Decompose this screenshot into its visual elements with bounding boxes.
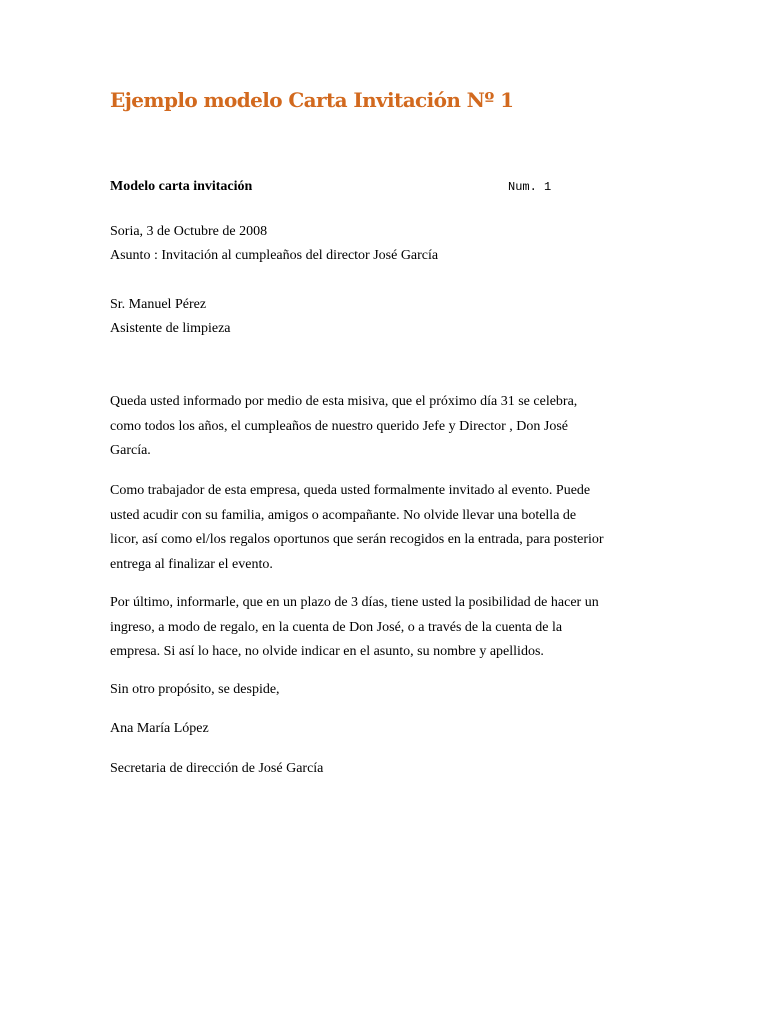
paragraph-line: Queda usted informado por medio de esta misiva, que el próximo día 31 se celebra,: [110, 394, 578, 409]
paragraph-line: licor, así como el/los regalos oportunos que serán recogidos en la entrada, para posterior: [110, 532, 604, 547]
letter-heading: Modelo carta invitación: [110, 179, 253, 194]
body-paragraph-3: [110, 591, 670, 665]
letter-number: Num. 1: [508, 180, 552, 194]
subject-line: Asunto : Invitación al cumpleaños del director José García: [110, 248, 439, 263]
body-paragraph-1: [110, 390, 670, 464]
signer-name: Ana María López: [110, 721, 209, 736]
body-paragraph-2: [110, 479, 670, 577]
document-title: Ejemplo modelo Carta Invitación Nº 1: [110, 88, 514, 112]
recipient-name: Sr. Manuel Pérez: [110, 297, 207, 312]
recipient-role: Asistente de limpieza: [110, 321, 231, 336]
paragraph-line: como todos los años, el cumpleaños de nuestro querido Jefe y Director , Don José: [110, 418, 569, 434]
date-line: Soria, 3 de Octubre de 2008: [110, 224, 268, 239]
paragraph-line: García.: [110, 443, 151, 458]
paragraph-line: usted acudir con su familia, amigos o acompañante. No olvide llevar una botella de: [110, 507, 577, 523]
signer-title: Secretaria de dirección de José García: [110, 761, 324, 776]
letter-heading-row: [110, 179, 670, 199]
paragraph-line: empresa. Si así lo hace, no olvide indicar en el asunto, su nombre y apellidos.: [110, 644, 544, 659]
paragraph-line: entrega al finalizar el evento.: [110, 556, 273, 572]
paragraph-line: ingreso, a modo de regalo, en la cuenta de Don José, o a través de la cuenta de la: [110, 619, 563, 635]
paragraph-line: Como trabajador de esta empresa, queda usted formalmente invitado al evento. Puede: [110, 483, 591, 498]
paragraph-line: Por último, informarle, que en un plazo de 3 días, tiene usted la posibilidad de hacer un: [110, 595, 599, 610]
closing-line: Sin otro propósito, se despide,: [110, 682, 280, 697]
